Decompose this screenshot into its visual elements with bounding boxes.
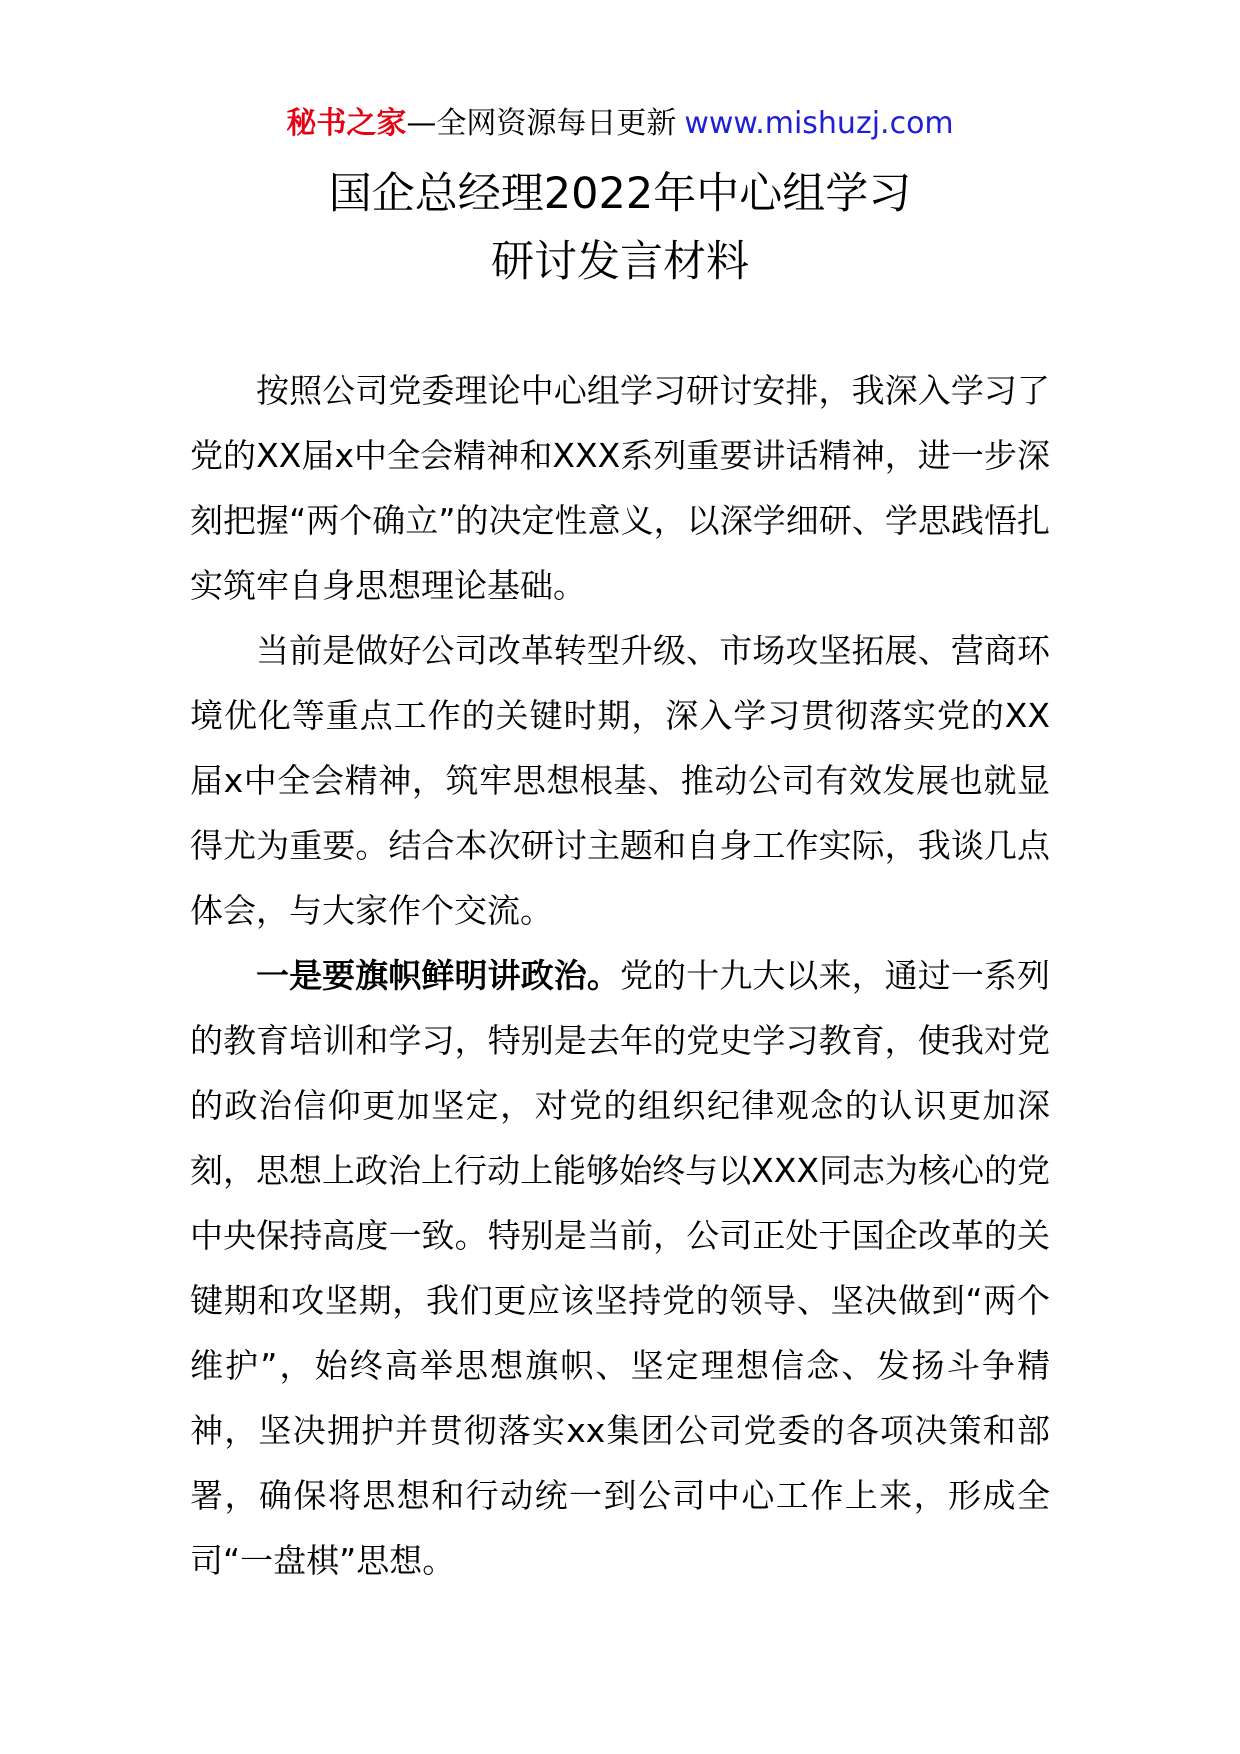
site-tagline: —全网资源每日更新 [406, 106, 677, 141]
site-url-link[interactable]: www.mishuzj.com [684, 106, 954, 141]
paragraph-3-lead: 一是要旗帜鲜明讲政治。 [256, 956, 620, 995]
paragraph-3-text: 党的十九大以来，通过一系列的教育培训和学习，特别是去年的党史学习教育，使我对党的政治信仰更加坚定，对党的组织纪律观念的认识更加深刻，思想上政治上行动上能够始终与以XXX同志为核心的党中央保持高度一致。特别是当前，公司正处于国企改革的关键期和攻坚期，我们更应该坚持党的领导、坚决做到“两个维护”，始终高举思想旗帜、坚定理想信念、发扬斗争精神，坚决拥护并贯彻落实xx集团公司党委的各项决策和部署，确保将思想和行动统一到公司中心工作上来，形成全司“一盘棋”思想。 [190, 956, 1051, 1580]
paragraph-2-text: 当前是做好公司改革转型升级、市场攻坚拓展、营商环境优化等重点工作的关键时期，深入学习贯彻落实党的XX届x中全会精神，筑牢思想根基、推动公司有效发展也就显得尤为重要。结合本次研讨主题和自身工作实际，我谈几点体会，与大家作个交流。 [190, 631, 1050, 930]
document-title-line-1: 国企总经理2022年中心组学习 [328, 169, 912, 219]
paragraph-2 [190, 618, 1050, 943]
paragraph-1-text: 按照公司党委理论中心组学习研讨安排，我深入学习了党的XX届x中全会精神和XXX系列重要讲话精神，进一步深刻把握“两个确立”的决定性意义，以深学细研、学思践悟扎实筑牢自身思想理论基础。 [190, 371, 1050, 605]
site-brand: 秘书之家 [286, 106, 407, 141]
document-title-line-2: 研讨发言材料 [491, 237, 749, 287]
paragraph-1 [190, 358, 1050, 618]
paragraph-3 [190, 943, 1050, 1593]
document-body [190, 358, 1050, 1593]
site-header [0, 104, 1240, 144]
